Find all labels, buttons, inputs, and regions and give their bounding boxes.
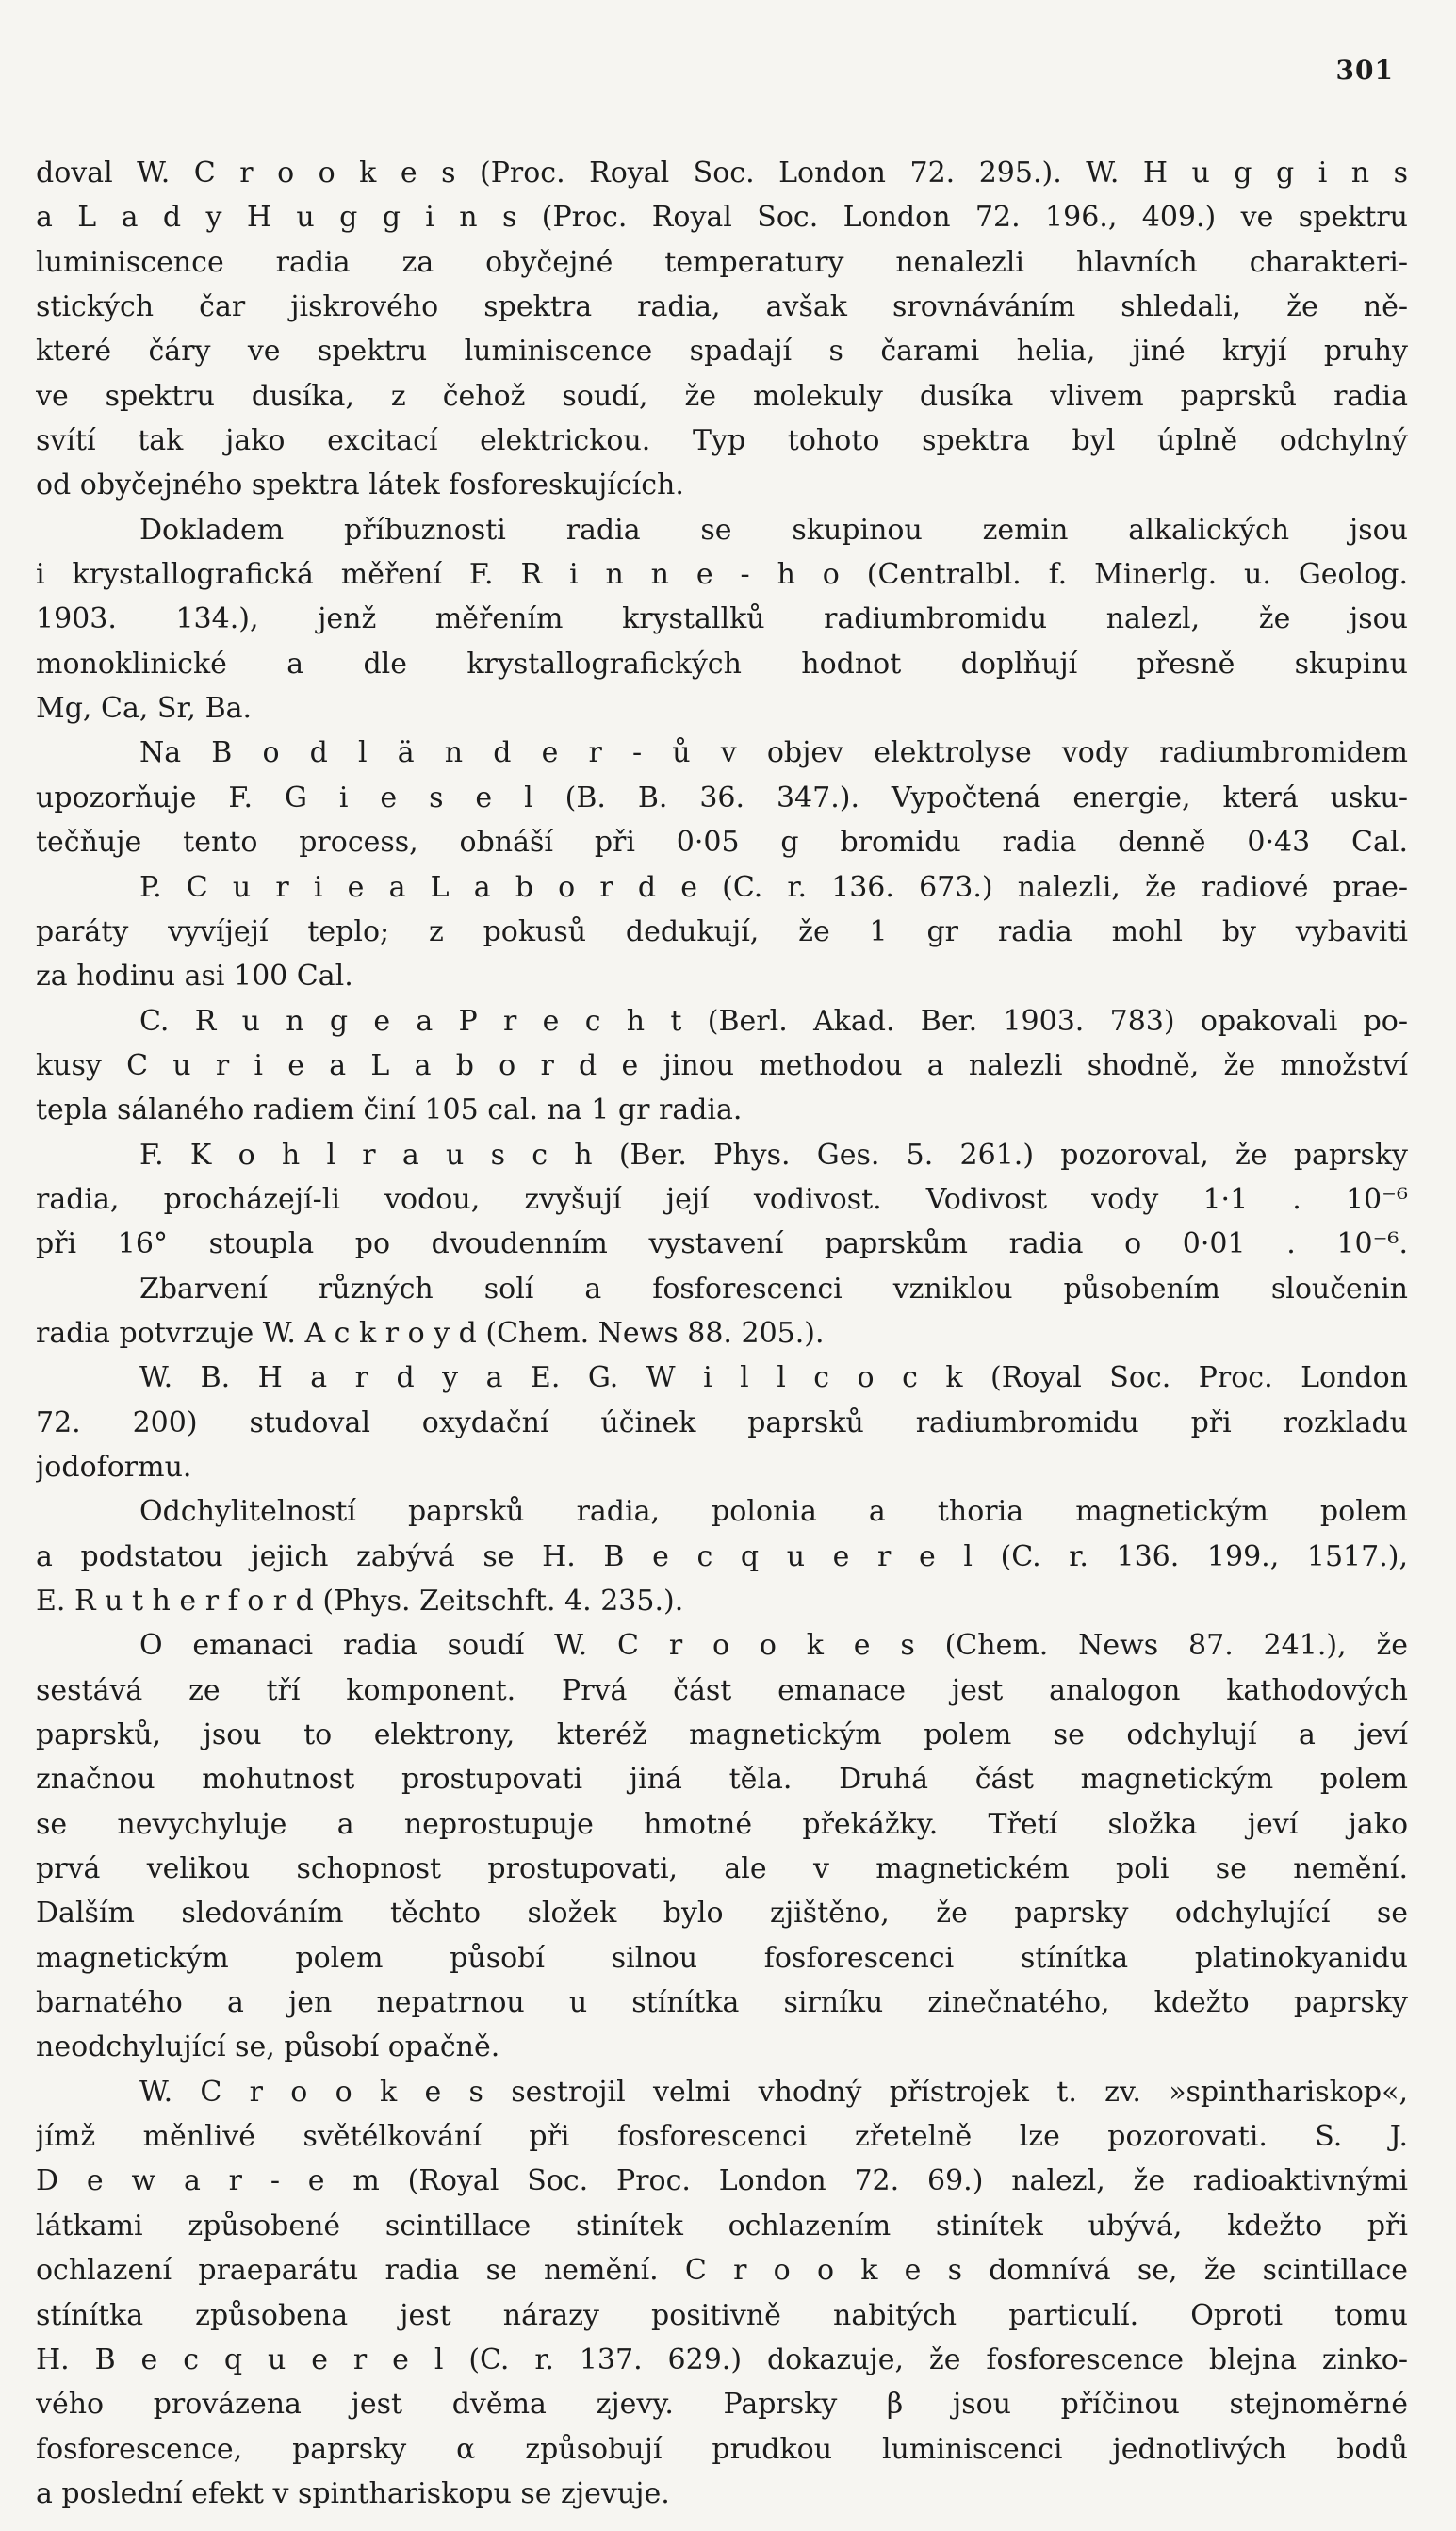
text-line: tepla sálaného radiem činí 105 cal. na 1 gr radia. [36, 1093, 743, 1127]
text-line: tečňuje tento process, obnáší při 0·05 g bromidu radia denně 0·43 Cal. [36, 826, 1408, 860]
text-line: značnou mohutnost prostupovati jiná těla. Druhá část magnetickým polem [36, 1763, 1408, 1797]
text-line: prvá velikou schopnost prostupovati, ale v magnetickém poli se nemění. [36, 1852, 1408, 1886]
text-line: D e w a r - e m (Royal Soc. Proc. London 72. 69.) nalezl, že radioaktivnými [36, 2164, 1408, 2198]
text-line: paráty vyvíjejí teplo; z pokusů dedukují, že 1 gr radia mohl by vybaviti [36, 914, 1408, 948]
text-line: při 16° stoupla po dvoudenním vystavení paprskům radia o 0·01 . 10⁻⁶. [36, 1227, 1408, 1261]
text-line: Mg, Ca, Sr, Ba. [36, 692, 253, 726]
text-line: stínítka způsobena jest nárazy positivně nabitých particulí. Oproti tomu [36, 2298, 1408, 2332]
text-line: 1903. 134.), jenž měřením krystallků radiumbromidu nalezl, že jsou [36, 602, 1408, 636]
text-line: jímž měnlivé světélkování při fosforescenci zřetelně lze pozorovati. S. J. [36, 2120, 1408, 2154]
text-line: barnatého a jen nepatrnou u stínítka sirníku zinečnatého, kdežto paprsky [36, 1986, 1408, 2020]
text-line: O emanaci radia soudí W. C r o o k e s (Chem. News 87. 241.), že [139, 1629, 1408, 1663]
text-line: P. C u r i e a L a b o r d e (C. r. 136. 673.) nalezli, že radiové prae- [139, 870, 1408, 904]
text-line: Odchylitelností paprsků radia, polonia a thoria magnetickým polem [139, 1495, 1408, 1529]
text-line: vého provázena jest dvěma zjevy. Paprsky β jsou příčinou stejnoměrné [36, 2388, 1408, 2422]
text-line: radia, procházejí-li vodou, zvyšují její vodivost. Vodivost vody 1·1 . 10⁻⁶ [36, 1182, 1408, 1216]
page-number: 301 [1335, 55, 1394, 86]
text-line: paprsků, jsou to elektrony, kteréž magnetickým polem se odchylují a jeví [36, 1718, 1408, 1752]
text-line: H. B e c q u e r e l (C. r. 137. 629.) dokazuje, že fosforescence blejna zinko- [36, 2342, 1408, 2376]
text-line: látkami způsobené scintillace stinítek ochlazením stinítek ubývá, kdežto při [36, 2209, 1408, 2243]
text-line: a poslední efekt v spinthariskopu se zjevuje. [36, 2476, 670, 2510]
text-line: od obyčejného spektra látek fosforeskujících. [36, 468, 684, 502]
text-line: sestává ze tří komponent. Prvá část emanace jest analogon kathodových [36, 1673, 1408, 1707]
text-line: Na B o d l ä n d e r - ů v objev elektrolyse vody radiumbromidem [139, 736, 1408, 770]
text-line: doval W. C r o o k e s (Proc. Royal Soc. London 72. 295.). W. H u g g i n s [36, 156, 1408, 189]
text-line: i krystallografická měření F. R i n n e - h o (Centralbl. f. Minerlg. u. Geolog. [36, 558, 1408, 592]
text-line: C. R u n g e a P r e c h t (Berl. Akad. Ber. 1903. 783) opakovali po- [139, 1004, 1408, 1038]
text-line: ve spektru dusíka, z čehož soudí, že molekuly dusíka vlivem paprsků radia [36, 379, 1408, 413]
text-line: fosforescence, paprsky α způsobují prudkou luminiscenci jednotlivých bodů [36, 2432, 1408, 2466]
text-line: E. R u t h e r f o r d (Phys. Zeitschft. 4. 235.). [36, 1585, 684, 1618]
text-line: neodchylující se, působí opačně. [36, 2030, 500, 2064]
text-line: kusy C u r i e a L a b o r d e jinou methodou a nalezli shodně, že množství [36, 1048, 1408, 1082]
text-line: Zbarvení různých solí a fosforescenci vzniklou působením sloučenin [139, 1272, 1408, 1306]
text-line: Dokladem příbuznosti radia se skupinou zemin alkalických jsou [139, 513, 1408, 547]
text-line: které čáry ve spektru luminiscence spadají s čarami helia, jiné kryjí pruhy [36, 335, 1408, 369]
text-line: svítí tak jako excitací elektrickou. Typ tohoto spektra byl úplně odchylný [36, 424, 1408, 458]
text-line: monoklinické a dle krystallografických hodnot doplňují přesně skupinu [36, 647, 1408, 681]
text-line: Dalším sledováním těchto složek bylo zjištěno, že paprsky odchylující se [36, 1897, 1408, 1931]
text-line: upozorňuje F. G i e s e l (B. B. 36. 347.). Vypočtená energie, která usku- [36, 781, 1408, 814]
text-line: 72. 200) studoval oxydační účinek paprsků radiumbromidu při rozkladu [36, 1405, 1408, 1439]
text-line: W. B. H a r d y a E. G. W i l l c o c k (Royal Soc. Proc. London [139, 1361, 1408, 1395]
text-line: magnetickým polem působí silnou fosforescenci stínítka platinokyanidu [36, 1941, 1408, 1975]
text-line: ochlazení praeparátu radia se nemění. C r o o k e s domnívá se, že scintillace [36, 2254, 1408, 2288]
text-line: F. K o h l r a u s c h (Ber. Phys. Ges. 5. 261.) pozoroval, že paprsky [139, 1138, 1408, 1172]
text-line: W. C r o o k e s sestrojil velmi vhodný přístrojek t. zv. »spinthariskop«, [139, 2075, 1408, 2109]
text-line: radia potvrzuje W. A c k r o y d (Chem. News 88. 205.). [36, 1316, 825, 1350]
text-line: se nevychyluje a neprostupuje hmotné překážky. Třetí složka jeví jako [36, 1807, 1408, 1841]
text-line: za hodinu asi 100 Cal. [36, 960, 353, 994]
text-line: luminiscence radia za obyčejné temperatury nenalezli hlavních charakteri- [36, 245, 1408, 279]
text-line: a L a d y H u g g i n s (Proc. Royal Soc. London 72. 196., 409.) ve spektru [36, 201, 1408, 235]
text-line: a podstatou jejich zabývá se H. B e c q u e r e l (C. r. 136. 199., 1517.), [36, 1539, 1408, 1573]
text-line: stických čar jiskrového spektra radia, avšak srovnáváním shledali, že ně- [36, 290, 1408, 324]
text-body [36, 151, 1408, 2516]
text-line: jodoformu. [36, 1450, 192, 1484]
